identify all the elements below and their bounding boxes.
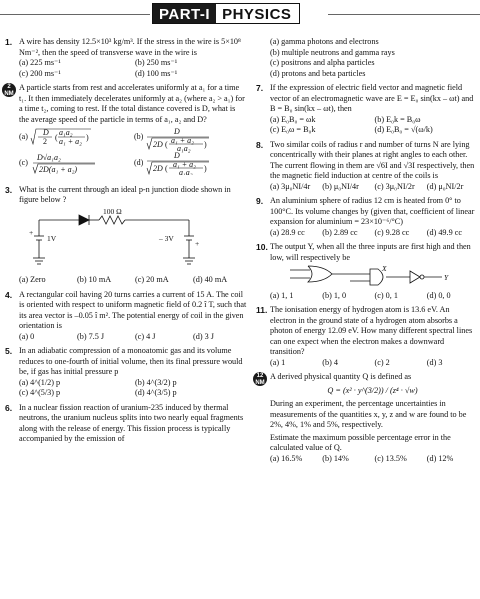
option-a[interactable]: (a) 225 ms⁻¹ [19, 58, 61, 67]
question-text-2: During an experiment, the percentage uncertainties in measurements of the quantities x, y, z and w are found to be 2%, 4%, 1% and 5%, respectively. [270, 399, 467, 429]
question-8 [256, 140, 475, 193]
question-7 [256, 83, 475, 136]
option-a[interactable]: (a) E₀B₀ = ωk [270, 114, 316, 124]
option-b[interactable]: (b) multiple neutrons and gamma rays [270, 47, 395, 57]
left-column [5, 37, 247, 449]
option-d[interactable]: (d) 12% [426, 453, 454, 463]
option-d[interactable]: (d) 40 mA [193, 275, 228, 284]
svg-text:+: + [29, 227, 34, 237]
formula-q: Q = (x² · y^(3/2)) / (z⁴ · √w) [327, 385, 418, 395]
option-b[interactable]: (b) 7.5 J [77, 331, 105, 341]
question-2 [5, 83, 247, 181]
question-text: A particle starts from rest and accelerates uniformly at a₁ for a time t₁. It then immediately decelerates uniformly at a₂ (where a₂ > a₁) for a time t₂, coming to rest. If the total distance covered is D, what is the average speed of the particle in terms of a₁, a₂ and D? [19, 83, 245, 124]
resistor-label: 100 Ω [103, 207, 122, 216]
option-b[interactable]: (b) [134, 132, 144, 141]
question-10 [256, 242, 475, 301]
option-c[interactable]: (c) 13.5% [374, 453, 407, 463]
question-number: 9. [256, 196, 264, 206]
question-4 [5, 290, 247, 343]
option-d[interactable]: (d) 0, 0 [426, 290, 451, 300]
question-text: An aluminium sphere of radius 12 cm is heated from 0° to 100°C. Its volume changes by (given that, coefficient of linear expansion for aluminium = 23×10⁻⁶/°C) [270, 196, 475, 226]
header-rule-right [328, 14, 480, 15]
question-number: 8. [256, 139, 264, 150]
question-number: 1. [5, 37, 13, 47]
question-text: A wire has density 12.5×10³ kg/m³. If the stress in the wire is 5×10⁸ Nm⁻², then the speed of transverse wave in the wire is [19, 37, 241, 57]
svg-text:): ) [204, 164, 207, 173]
source-label-left: 1V [47, 233, 57, 243]
svg-text:+: + [195, 238, 200, 248]
option-b[interactable]: (b) 250 ms⁻¹ [135, 58, 178, 67]
page-header [0, 0, 480, 26]
part-label: PART-I [153, 4, 216, 23]
question-badge-icon: 12 NM [253, 372, 267, 386]
option-b[interactable]: (b) 4 [322, 357, 338, 367]
diode-circuit-diagram [19, 208, 247, 270]
question-text: A rectangular coil having 20 turns carries a current of 15 A. The coil is oriented with respect to uniform magnetic field of 0.2 î T, such that its area vector is –0.05 î m². The potential energy of coil in the given orientation is [19, 289, 247, 330]
question-number: 6. [5, 402, 13, 413]
option-c[interactable]: (c) positrons and alpha particles [270, 58, 375, 67]
svg-text:a₁ + a₂: a₁ + a₂ [59, 137, 82, 146]
option-b[interactable]: (b) 10 mA [77, 275, 112, 284]
question-text: What is the current through an ideal p-n junction diode shown in figure below ? [19, 184, 231, 204]
question-6-options [256, 37, 475, 79]
question-badge-icon: 2 NM [2, 83, 16, 97]
question-number: 7. [256, 83, 264, 93]
option-a[interactable]: (a) [19, 132, 28, 141]
question-11 [256, 305, 475, 368]
option-a[interactable]: (a) 1 [270, 357, 286, 367]
question-text: In a nuclear fission reaction of uranium-235 induced by thermal neutrons, the uranium nucleus splits into two nearly equal fragments along with the release of energy. This fission process is typically accompanied by the emission of [19, 402, 244, 443]
svg-text:): ) [204, 140, 207, 149]
right-column [256, 37, 475, 468]
question-number: 5. [5, 346, 13, 356]
option-d[interactable]: (d) [134, 158, 144, 167]
svg-text:2D(a₁ + a₂): 2D(a₁ + a₂) [39, 165, 78, 174]
question-text: The output Y, when all the three inputs are first high and then low, will respectively be [270, 242, 471, 262]
option-b[interactable]: (b) 2.89 cc [322, 227, 358, 237]
svg-text:D: D [174, 151, 180, 160]
section-title [152, 3, 300, 24]
option-c[interactable]: (c) 200 ms⁻¹ [19, 68, 61, 78]
question-12 [256, 372, 475, 464]
option-c[interactable]: (c) 4 J [135, 331, 156, 341]
question-text: Two similar coils of radius r and number of turns N are lying concentrically with their planes at right angles to each other. The current flowing in them are √6I and √3I respectively, then the magnetic field induction at centre of the coils is [270, 139, 475, 180]
svg-text:a₁ + a₂: a₁ + a₂ [173, 160, 196, 169]
option-a[interactable]: (a) gamma photons and electrons [270, 37, 379, 46]
option-a[interactable]: (a) Zero [19, 275, 46, 284]
question-1 [5, 37, 247, 79]
option-d[interactable]: (d) E₀B₀ = √(ω/k) [374, 125, 433, 134]
option-c[interactable]: (c) 9.28 cc [374, 227, 410, 237]
question-text: If the expression of electric field vector and magnetic field vector of an electromagnetic wave are E = E₀ sin(kx – ωt) and B = B₀ sin(kx – ωt), then [270, 83, 474, 113]
option-d[interactable]: (d) protons and beta particles [270, 68, 366, 78]
svg-text:): ) [86, 133, 89, 142]
option-c[interactable]: (c) 0, 1 [374, 290, 398, 300]
option-a[interactable]: (a) 3μ₀NI/4r [270, 181, 311, 191]
question-3 [5, 185, 247, 286]
option-d[interactable]: (d) 49.9 cc [426, 227, 462, 237]
option-d[interactable]: (d) μ₀NI/2r [426, 181, 464, 191]
option-c[interactable]: (c) E₀ω = B₀k [270, 125, 316, 134]
option-c[interactable]: (c) 20 mA [135, 275, 169, 284]
option-a[interactable]: (a) 16.5% [270, 453, 303, 463]
svg-text:a₁a₂: a₁a₂ [59, 128, 73, 137]
svg-text:a₁a₂: a₁a₂ [179, 168, 193, 175]
svg-text:2: 2 [43, 137, 47, 146]
source-label-right: – 3V [159, 233, 174, 243]
option-a[interactable]: (a) 0 [19, 331, 35, 341]
logic-gate-diagram [270, 264, 470, 286]
question-text: The ionisation energy of hydrogen atom is 13.6 eV. An electron in the ground state of a hydrogen atom absorbs a photon of energy 12.09 eV. How many different spectral lines can one expect when the electron makes a downward transition? [270, 305, 473, 356]
svg-text:a₁ + a₂: a₁ + a₂ [171, 136, 194, 145]
option-a[interactable]: (a) 28.9 cc [270, 227, 305, 237]
subject-label: PHYSICS [216, 4, 299, 23]
svg-text:a₁a₂: a₁a₂ [177, 144, 191, 153]
option-d[interactable]: (d) 100 ms⁻¹ [135, 68, 178, 78]
svg-text:D√a₁a₂: D√a₁a₂ [37, 153, 61, 162]
question-9 [256, 196, 475, 238]
answer-options-formulas [19, 127, 247, 175]
question-number: 10. [256, 242, 268, 252]
option-b[interactable]: (b) E₀k = B₀ω [374, 114, 421, 124]
svg-text:(: ( [55, 133, 58, 142]
gate-label-x: X [382, 264, 387, 273]
question-text: A derived physical quantity Q is defined as [270, 372, 412, 381]
question-text: In an adiabatic compression of a monoatomic gas and its volume reduces to one-fourth of initial volume, then its final pressure would be, if gas has initial pressure p [19, 346, 243, 376]
option-a[interactable]: (a) 1, 1 [270, 290, 294, 300]
option-b[interactable]: (b) 4^(3/2) p [135, 377, 177, 387]
option-b[interactable]: (b) μ₀NI/4r [322, 181, 359, 191]
svg-text:D: D [174, 127, 180, 136]
option-d[interactable]: (d) 4^(3/5) p [135, 388, 177, 397]
gate-label-y: Y [444, 273, 449, 282]
option-a[interactable]: (a) 4^(1/2) p [19, 377, 61, 387]
question-number: 3. [5, 184, 13, 195]
option-d[interactable]: (d) 3 [426, 357, 443, 367]
header-rule-left [0, 14, 150, 15]
option-b[interactable]: (b) 14% [322, 453, 349, 463]
svg-text:2D: 2D [153, 140, 163, 149]
option-c[interactable]: (c) 2 [374, 357, 390, 367]
svg-text:(: ( [165, 164, 168, 173]
question-6 [5, 403, 247, 445]
svg-text:D: D [43, 128, 49, 137]
question-5 [5, 346, 247, 399]
option-c[interactable]: (c) [19, 158, 28, 167]
question-text-3: Estimate the maximum possible percentage error in the calculated value of Q. [270, 432, 451, 452]
svg-text:2D: 2D [153, 164, 163, 173]
question-number: 4. [5, 289, 13, 300]
option-c[interactable]: (c) 4^(5/3) p [19, 388, 61, 397]
question-number: 11. [256, 305, 268, 315]
option-d[interactable]: (d) 3 J [193, 331, 214, 341]
option-c[interactable]: (c) 3μ₀NI/2r [374, 181, 415, 191]
option-b[interactable]: (b) 1, 0 [322, 290, 347, 300]
svg-text:(: ( [165, 140, 168, 149]
